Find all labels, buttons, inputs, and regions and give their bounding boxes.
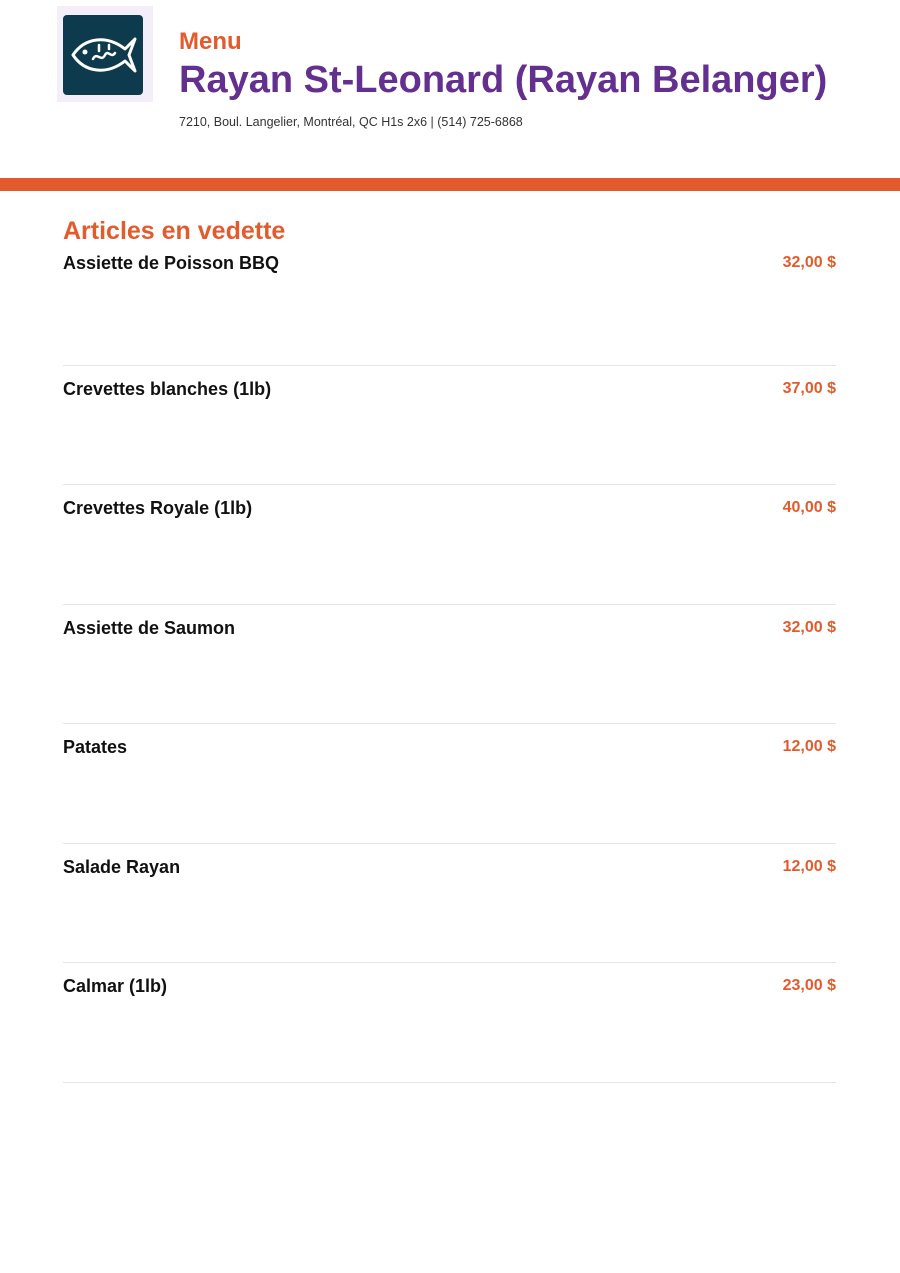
menu-item[interactable] bbox=[63, 963, 836, 1083]
menu-item[interactable] bbox=[63, 246, 836, 366]
menu-item-price: 40,00 $ bbox=[782, 499, 836, 516]
restaurant-name: Rayan St-Leonard (Rayan Belanger) bbox=[179, 59, 828, 101]
menu-item-name: Assiette de Poisson BBQ bbox=[63, 253, 280, 273]
menu-item-name: Assiette de Saumon bbox=[63, 617, 236, 638]
menu-item[interactable] bbox=[63, 485, 836, 605]
menu-item-price: 12,00 $ bbox=[782, 738, 836, 755]
menu-item-name: Calmar (1lb) bbox=[63, 976, 168, 996]
menu-item[interactable] bbox=[63, 844, 836, 964]
header bbox=[0, 0, 900, 178]
menu-item-name: Patates bbox=[63, 737, 128, 757]
fish-logo-icon bbox=[63, 15, 143, 95]
section-title: Articles en vedette bbox=[63, 217, 286, 245]
menu-item-list bbox=[63, 246, 836, 1083]
menu-item-price: 32,00 $ bbox=[782, 618, 836, 636]
menu-item-price: 37,00 $ bbox=[782, 379, 836, 397]
menu-item-name: Salade Rayan bbox=[63, 856, 181, 877]
menu-item-price: 32,00 $ bbox=[782, 254, 836, 271]
logo-frame bbox=[57, 6, 153, 102]
menu-item[interactable] bbox=[63, 724, 836, 844]
menu-item[interactable] bbox=[63, 605, 836, 725]
header-divider-bar bbox=[0, 178, 900, 191]
menu-section bbox=[63, 216, 836, 1083]
menu-item-price: 12,00 $ bbox=[782, 857, 836, 875]
menu-item-name: Crevettes blanches (1lb) bbox=[63, 378, 272, 399]
restaurant-address: 7210, Boul. Langelier, Montréal, QC H1s 2x6 | (514) 725-6868 bbox=[179, 115, 523, 129]
menu-item-price: 23,00 $ bbox=[782, 977, 836, 994]
menu-item[interactable] bbox=[63, 366, 836, 486]
menu-item-name: Crevettes Royale (1lb) bbox=[63, 498, 253, 518]
menu-label: Menu bbox=[179, 28, 242, 55]
